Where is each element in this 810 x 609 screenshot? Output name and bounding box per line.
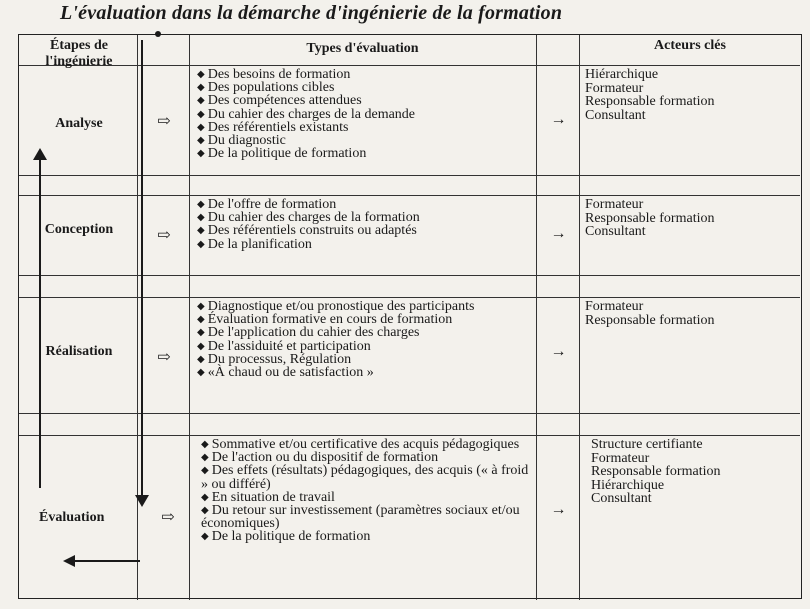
down-flow-arrow-icon bbox=[135, 40, 149, 507]
right-arrow-icon: → bbox=[550, 111, 567, 128]
diamond-bullet-icon: ◆ bbox=[201, 491, 209, 503]
list-item: ◆ De l'action ou du dispositif de formation bbox=[201, 450, 439, 466]
list-item: Hiérarchique bbox=[585, 67, 659, 82]
diamond-bullet-icon: ◆ bbox=[197, 340, 205, 352]
diamond-bullet-icon: ◆ bbox=[197, 148, 205, 160]
list-item: ◆ Diagnostique et/ou pronostique des participants bbox=[197, 299, 475, 314]
list-item: Responsable formation bbox=[585, 94, 715, 109]
diamond-bullet-icon: ◆ bbox=[197, 238, 205, 250]
header-stages: Étapes de l'ingénierie bbox=[45, 38, 113, 69]
list-item: Responsable formation bbox=[591, 464, 721, 479]
right-arrow-icon: → bbox=[550, 343, 567, 360]
list-item: ◆ De la politique de formation bbox=[197, 146, 367, 162]
diamond-bullet-icon: ◆ bbox=[197, 199, 205, 210]
diamond-bullet-icon: ◆ bbox=[197, 82, 205, 94]
list-item: ◆ Du cahier des charges de la demande bbox=[197, 106, 416, 122]
diamond-bullet-icon: ◆ bbox=[197, 121, 205, 133]
list-item: ◆ Des référentiels existants bbox=[197, 119, 349, 135]
list-item: ◆ Du retour sur investissement (paramètres sociaux et/ou économiques) bbox=[201, 503, 520, 532]
list-item: ◆ Du processus, Régulation bbox=[197, 351, 352, 367]
list-item: ◆ Du cahier des charges de la formation bbox=[197, 210, 420, 226]
hollow-arrow-icon: ⇨ bbox=[161, 509, 175, 526]
diamond-bullet-icon: ◆ bbox=[201, 531, 209, 543]
diamond-bullet-icon: ◆ bbox=[201, 465, 209, 477]
list-item: Formateur bbox=[591, 450, 650, 466]
hollow-arrow-icon: ⇨ bbox=[157, 349, 171, 366]
list-item: ◆ Évaluation formative en cours de formation bbox=[197, 312, 453, 328]
list-item: Formateur bbox=[585, 299, 644, 314]
left-return-arrow-icon bbox=[63, 555, 140, 567]
list-item: Hiérarchique bbox=[591, 477, 665, 493]
list-item: Consultant bbox=[585, 224, 646, 239]
diamond-bullet-icon: ◆ bbox=[201, 439, 209, 450]
diamond-bullet-icon: ◆ bbox=[197, 327, 205, 339]
stage-conception: Conception bbox=[44, 222, 114, 237]
list-item: ◆ Des besoins de formation bbox=[197, 67, 351, 82]
diamond-bullet-icon: ◆ bbox=[197, 301, 205, 312]
list-item: Consultant bbox=[591, 491, 652, 506]
list-item: ◆ Sommative et/ou certificative des acquis pédagogiques bbox=[201, 437, 520, 452]
right-arrow-icon: → bbox=[550, 501, 567, 518]
list-item: ◆ Du diagnostic bbox=[197, 133, 286, 149]
page-title: L'évaluation dans la démarche d'ingénierie de la formation bbox=[60, 2, 563, 24]
list-item: ◆ Des populations cibles bbox=[197, 80, 335, 96]
stage-evaluation: Évaluation bbox=[39, 510, 105, 525]
list-item: ◆ De l'application du cahier des charges bbox=[197, 325, 420, 341]
header-actors: Acteurs clés bbox=[654, 38, 726, 53]
list-item: Responsable formation bbox=[585, 210, 715, 226]
right-arrow-icon: → bbox=[550, 225, 567, 242]
list-item: ◆ «À chaud ou de satisfaction » bbox=[197, 365, 374, 381]
list-item: ◆ Des effets (résultats) pédagogiques, des acquis (« à froid » ou différé) bbox=[201, 463, 529, 492]
list-item: ◆ Des référentiels construits ou adaptés bbox=[197, 223, 417, 239]
hollow-arrow-icon: ⇨ bbox=[157, 227, 171, 244]
list-item: Formateur bbox=[585, 80, 644, 96]
list-item: ◆ De la planification bbox=[197, 236, 312, 252]
diamond-bullet-icon: ◆ bbox=[201, 505, 209, 517]
diamond-bullet-icon: ◆ bbox=[197, 225, 205, 237]
stage-analyse: Analyse bbox=[55, 116, 103, 131]
diamond-bullet-icon: ◆ bbox=[197, 353, 205, 365]
list-item: ◆ Des compétences attendues bbox=[197, 93, 362, 109]
diamond-bullet-icon: ◆ bbox=[197, 367, 205, 379]
diamond-bullet-icon: ◆ bbox=[197, 108, 205, 120]
list-item: Consultant bbox=[585, 107, 646, 123]
diamond-bullet-icon: ◆ bbox=[201, 452, 209, 464]
list-item: ◆ De l'offre de formation bbox=[197, 197, 337, 212]
diamond-bullet-icon: ◆ bbox=[197, 135, 205, 147]
diamond-bullet-icon: ◆ bbox=[197, 69, 205, 80]
corner-dot-icon bbox=[155, 31, 161, 37]
list-item: ◆ De la politique de formation bbox=[201, 529, 371, 545]
list-item: Responsable formation bbox=[585, 312, 715, 328]
list-item: Formateur bbox=[585, 197, 644, 212]
list-item: Structure certifiante bbox=[591, 437, 703, 452]
list-item: ◆ En situation de travail bbox=[201, 489, 335, 505]
stage-realisation: Réalisation bbox=[45, 344, 113, 359]
list-item: ◆ De l'assiduité et participation bbox=[197, 338, 371, 354]
header-types: Types d'évaluation bbox=[306, 41, 419, 56]
diamond-bullet-icon: ◆ bbox=[197, 212, 205, 224]
hollow-arrow-icon: ⇨ bbox=[157, 113, 171, 130]
diamond-bullet-icon: ◆ bbox=[197, 314, 205, 326]
diamond-bullet-icon: ◆ bbox=[197, 95, 205, 107]
up-flow-arrow-icon bbox=[33, 148, 47, 488]
